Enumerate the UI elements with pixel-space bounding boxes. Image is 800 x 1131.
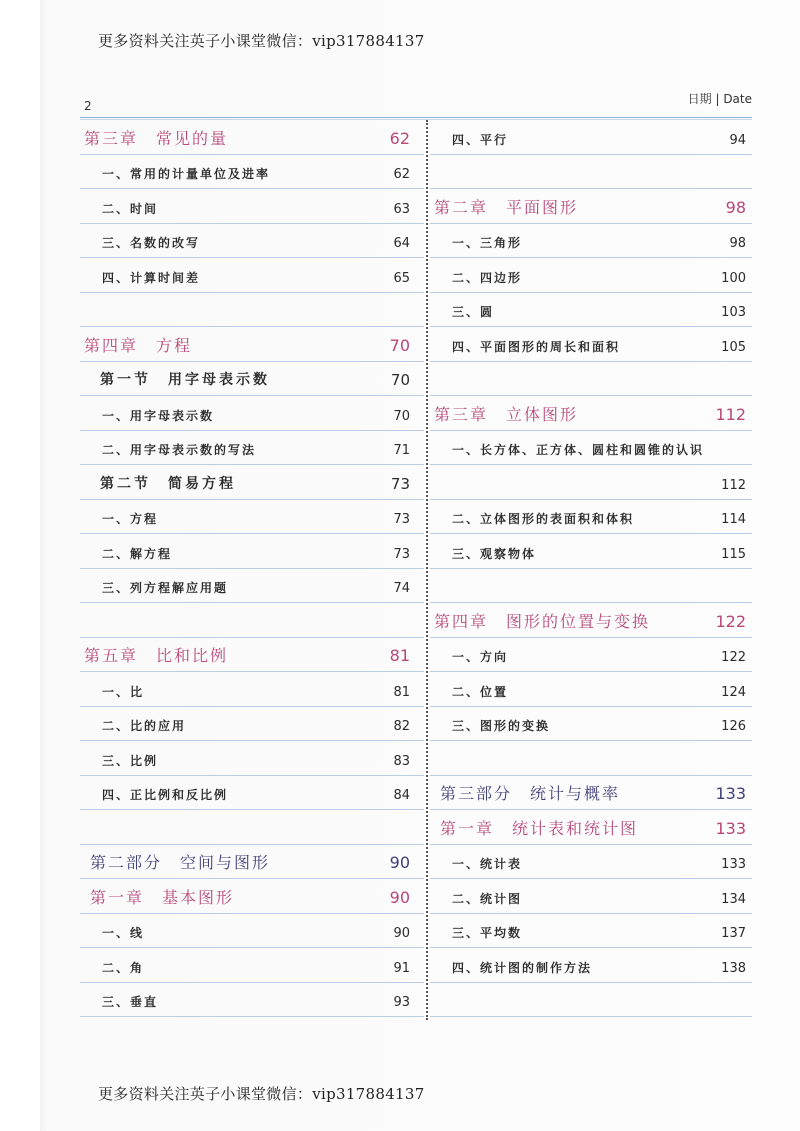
toc-entry-page: 73 bbox=[390, 474, 410, 493]
toc-entry-page: 115 bbox=[721, 546, 746, 562]
toc-row-blank bbox=[430, 983, 752, 1018]
toc-row-blank bbox=[80, 603, 424, 638]
toc-entry-title: 第四章 方程 bbox=[84, 335, 193, 355]
toc-entry-page: 124 bbox=[721, 684, 746, 700]
toc-entry-page: 90 bbox=[389, 853, 410, 872]
header-rule bbox=[80, 117, 752, 118]
toc-entry-page: 62 bbox=[393, 167, 410, 182]
toc-entry-title: 一、三角形 bbox=[452, 236, 523, 250]
toc-entry-page: 81 bbox=[389, 646, 410, 665]
toc-entry-page: 81 bbox=[393, 684, 410, 700]
toc-entry-page: 64 bbox=[393, 236, 410, 251]
watermark-bottom: 更多资料关注英子小课堂微信：vip317884137 bbox=[98, 1085, 425, 1103]
toc-entry-title: 四、平面图形的周长和面积 bbox=[452, 339, 621, 354]
toc-entry-page: 122 bbox=[715, 611, 746, 631]
toc-entry-title: 第五章 比和比例 bbox=[84, 646, 229, 665]
toc-entry-page: 126 bbox=[721, 719, 746, 734]
toc-entry-title: 二、立体图形的表面积和体积 bbox=[452, 512, 635, 526]
toc-row-item bbox=[430, 465, 752, 500]
toc-entry-title: 四、平行 bbox=[452, 132, 509, 147]
toc-row-section bbox=[80, 362, 424, 397]
toc-row-item bbox=[430, 672, 752, 707]
toc-entry-page: 90 bbox=[389, 887, 410, 907]
toc-entry-page: 134 bbox=[721, 891, 746, 907]
toc-row-item bbox=[430, 707, 752, 742]
toc-entry-page: 83 bbox=[393, 753, 410, 769]
toc-entry-page: 94 bbox=[729, 132, 746, 148]
toc-row-blank bbox=[430, 155, 752, 190]
toc-entry-title: 一、比 bbox=[102, 684, 145, 699]
toc-entry-page: 114 bbox=[721, 512, 746, 527]
toc-row-partchap bbox=[80, 879, 424, 914]
toc-entry-title: 第一章 统计表和统计图 bbox=[440, 818, 639, 838]
toc-entry-title: 一、统计表 bbox=[452, 857, 523, 871]
toc-entry-title: 三、图形的变换 bbox=[452, 719, 551, 733]
toc-row-item bbox=[430, 293, 752, 328]
toc-entry-title: 一、用字母表示数 bbox=[102, 408, 215, 423]
toc-entry-title: 三、平均数 bbox=[452, 926, 523, 940]
toc-row-part bbox=[430, 776, 752, 811]
toc-entry-page: 82 bbox=[393, 719, 410, 734]
toc-row-item bbox=[80, 189, 424, 224]
toc-entry-title: 第一章 基本图形 bbox=[90, 887, 235, 907]
toc-entry-page: 63 bbox=[393, 201, 410, 217]
toc-row-chapter bbox=[80, 327, 424, 362]
toc-entry-title: 四、计算时间差 bbox=[102, 270, 201, 285]
toc-entry-page: 73 bbox=[393, 512, 410, 527]
toc-row-item bbox=[80, 914, 424, 949]
toc-entry-title: 三、列方程解应用题 bbox=[102, 581, 229, 595]
toc-entry-title: 四、统计图的制作方法 bbox=[452, 960, 593, 975]
toc-row-chapter bbox=[80, 120, 424, 155]
toc-entry-title: 第二节 简易方程 bbox=[100, 475, 236, 492]
toc-row-item bbox=[80, 224, 424, 259]
toc-entry-page: 91 bbox=[393, 960, 410, 976]
toc-row-item bbox=[430, 845, 752, 880]
toc-entry-page: 90 bbox=[393, 926, 410, 941]
toc-row-section bbox=[80, 465, 424, 500]
toc-entry-title: 三、观察物体 bbox=[452, 546, 537, 561]
toc-row-item bbox=[430, 431, 752, 466]
toc-row-item bbox=[80, 983, 424, 1018]
toc-row-chapter bbox=[430, 396, 752, 431]
toc-entry-title: 三、垂直 bbox=[102, 995, 159, 1009]
toc-entry-page: 73 bbox=[393, 546, 410, 562]
toc-entry-title: 二、角 bbox=[102, 960, 145, 975]
toc-row-chapter bbox=[430, 189, 752, 224]
toc-entry-title: 二、用字母表示数的写法 bbox=[102, 443, 257, 457]
toc-entry-title: 一、线 bbox=[102, 926, 145, 940]
toc-entry-title: 第二章 平面图形 bbox=[434, 197, 579, 217]
toc-entry-page: 93 bbox=[393, 995, 410, 1010]
toc-row-blank bbox=[430, 741, 752, 776]
toc-entry-title: 第三章 常见的量 bbox=[84, 128, 229, 148]
toc-entry-title: 二、时间 bbox=[102, 201, 159, 216]
toc-entry-title: 三、比例 bbox=[102, 753, 159, 768]
toc-entry-page: 98 bbox=[725, 197, 746, 217]
toc-row-item bbox=[80, 258, 424, 293]
toc-entry-page: 138 bbox=[721, 960, 746, 976]
toc-entry-page: 65 bbox=[393, 270, 410, 286]
toc-entry-page: 112 bbox=[715, 404, 746, 424]
toc-row-item bbox=[430, 534, 752, 569]
toc-entry-page: 122 bbox=[721, 650, 746, 665]
toc-row-item bbox=[80, 155, 424, 190]
toc-entry-title: 二、统计图 bbox=[452, 891, 523, 906]
toc-entry-page: 62 bbox=[389, 128, 410, 148]
toc-entry-title: 第二部分 空间与图形 bbox=[90, 853, 271, 872]
toc-row-blank bbox=[80, 810, 424, 845]
toc-row-item bbox=[430, 948, 752, 983]
toc-entry-page: 71 bbox=[393, 443, 410, 458]
toc-entry-page: 70 bbox=[390, 371, 410, 389]
toc-row-blank bbox=[80, 293, 424, 328]
toc-entry-title: 第三章 立体图形 bbox=[434, 404, 579, 424]
toc-entry-title: 二、比的应用 bbox=[102, 719, 187, 733]
toc-entry-page: 70 bbox=[393, 408, 410, 424]
toc-row-item bbox=[80, 707, 424, 742]
toc-row-chapter bbox=[430, 603, 752, 638]
toc-row-blank bbox=[430, 362, 752, 397]
toc-entry-page: 70 bbox=[389, 335, 410, 355]
toc-row-item bbox=[430, 224, 752, 259]
toc-entry-page: 84 bbox=[393, 788, 410, 803]
toc-entry-title: 三、名数的改写 bbox=[102, 236, 201, 250]
toc-entry-title: 第四章 图形的位置与变换 bbox=[434, 611, 651, 631]
toc-row-item bbox=[80, 396, 424, 431]
toc-entry-page: 98 bbox=[729, 236, 746, 251]
toc-row-part bbox=[80, 845, 424, 880]
toc-row-item bbox=[80, 500, 424, 535]
toc-row-item bbox=[80, 569, 424, 604]
toc-row-blank bbox=[430, 569, 752, 604]
toc-row-item bbox=[80, 741, 424, 776]
date-label: 日期 | Date bbox=[687, 92, 752, 106]
toc-entry-page: 133 bbox=[715, 818, 746, 838]
toc-entry-page: 105 bbox=[721, 339, 746, 355]
toc-entry-title: 二、位置 bbox=[452, 684, 509, 699]
toc-entry-title: 二、四边形 bbox=[452, 270, 523, 285]
toc-row-item bbox=[80, 776, 424, 811]
toc-row-item bbox=[430, 638, 752, 673]
toc-entry-page: 100 bbox=[721, 270, 746, 286]
toc-row-item bbox=[430, 258, 752, 293]
toc-entry-title: 二、解方程 bbox=[102, 546, 173, 561]
toc-entry-title: 一、长方体、正方体、圆柱和圆锥的认识 bbox=[452, 443, 705, 457]
toc-row-item bbox=[430, 879, 752, 914]
toc-row-item bbox=[430, 914, 752, 949]
toc-left-column bbox=[80, 120, 424, 1017]
toc-entry-title: 三、圆 bbox=[452, 305, 495, 319]
toc-entry-title: 第三部分 统计与概率 bbox=[440, 784, 621, 803]
toc-entry-page: 103 bbox=[721, 305, 746, 320]
toc-entry-title: 一、方程 bbox=[102, 512, 159, 526]
toc-row-item bbox=[80, 948, 424, 983]
watermark-top: 更多资料关注英子小课堂微信：vip317884137 bbox=[98, 32, 425, 50]
toc-entry-page: 133 bbox=[721, 857, 746, 872]
toc-row-item bbox=[430, 120, 752, 155]
toc-entry-page: 133 bbox=[715, 784, 746, 803]
toc-entry-title: 一、方向 bbox=[452, 650, 509, 664]
toc-row-chapter bbox=[80, 638, 424, 673]
toc-entry-page: 137 bbox=[721, 926, 746, 941]
toc-entry-page: 112 bbox=[721, 477, 746, 493]
toc-entry-title: 第一节 用字母表示数 bbox=[100, 372, 270, 388]
column-divider bbox=[426, 120, 428, 1020]
toc-row-partchap bbox=[430, 810, 752, 845]
toc-entry-title: 四、正比例和反比例 bbox=[102, 788, 229, 802]
toc-row-item bbox=[80, 431, 424, 466]
page-number: 2 bbox=[84, 99, 92, 113]
toc-entry-page: 74 bbox=[393, 581, 410, 596]
toc-row-item bbox=[80, 672, 424, 707]
toc-row-item bbox=[430, 327, 752, 362]
toc-right-column bbox=[430, 120, 752, 1017]
toc-entry-title: 一、常用的计量单位及进率 bbox=[102, 167, 271, 181]
toc-row-item bbox=[430, 500, 752, 535]
toc-row-item bbox=[80, 534, 424, 569]
